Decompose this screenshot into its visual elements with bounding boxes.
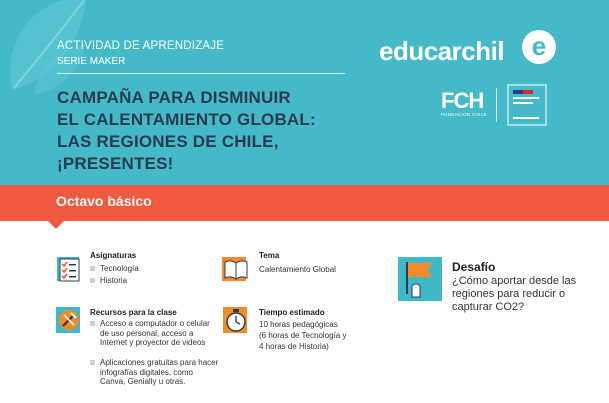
fch-logo: FCH — [441, 88, 484, 113]
ministry-logo-icon — [507, 84, 547, 126]
page-title-line-1: CAMPAÑA PARA DISMINUIR — [57, 88, 291, 107]
header-divider — [57, 73, 345, 74]
grade-label: Octavo básico — [56, 193, 152, 209]
asignaturas-heading: Asignaturas — [90, 251, 137, 260]
logo-divider — [496, 88, 497, 122]
checklist-icon — [56, 256, 82, 282]
tiempo-line: 4 horas de Historia) — [259, 342, 329, 351]
fch-logo-subtitle: FUNDACION CHILE — [441, 112, 487, 117]
band-notch — [46, 219, 66, 229]
tema-heading: Tema — [259, 251, 280, 260]
desafio-heading: Desafío — [452, 260, 496, 274]
tema-value: Calentamiento Global — [259, 265, 336, 274]
flag-hand-icon — [398, 257, 442, 301]
activity-kicker: ACTIVIDAD DE APRENDIZAJE — [57, 40, 225, 52]
page-title-line-3: LAS REGIONES DE CHILE, — [57, 132, 279, 151]
educarchile-logo: educarchil — [379, 36, 505, 66]
page-title-line-4: ¡PRESENTES! — [57, 154, 174, 173]
tiempo-line: 10 horas pedagógicas — [259, 320, 338, 329]
asignatura-item: Tecnología — [90, 264, 139, 274]
tiempo-line: (6 horas de Tecnología y — [259, 331, 347, 340]
educarchile-logo-e: e — [522, 30, 556, 64]
stopwatch-icon — [223, 307, 249, 333]
recurso-item: Aplicaciones gratuitas para hacer infografías digitales, como Canva, Genially u otras. — [90, 358, 220, 387]
series-label: SERIE MAKER — [57, 56, 126, 67]
header-banner — [0, 0, 609, 185]
desafio-question: ¿Cómo aportar desde las regiones para reducir o capturar CO2? — [452, 275, 577, 313]
recursos-heading: Recursos para la clase — [90, 308, 177, 317]
recurso-item: Acceso a computador o celular de uso personal, acceso a Internet y proyector de videos — [90, 319, 220, 348]
open-book-icon — [222, 256, 250, 282]
tools-icon — [56, 307, 82, 333]
asignatura-item: Historia — [90, 276, 127, 286]
page-title-line-2: EL CALENTAMIENTO GLOBAL: — [57, 110, 316, 129]
tiempo-heading: Tiempo estimado — [259, 308, 325, 317]
